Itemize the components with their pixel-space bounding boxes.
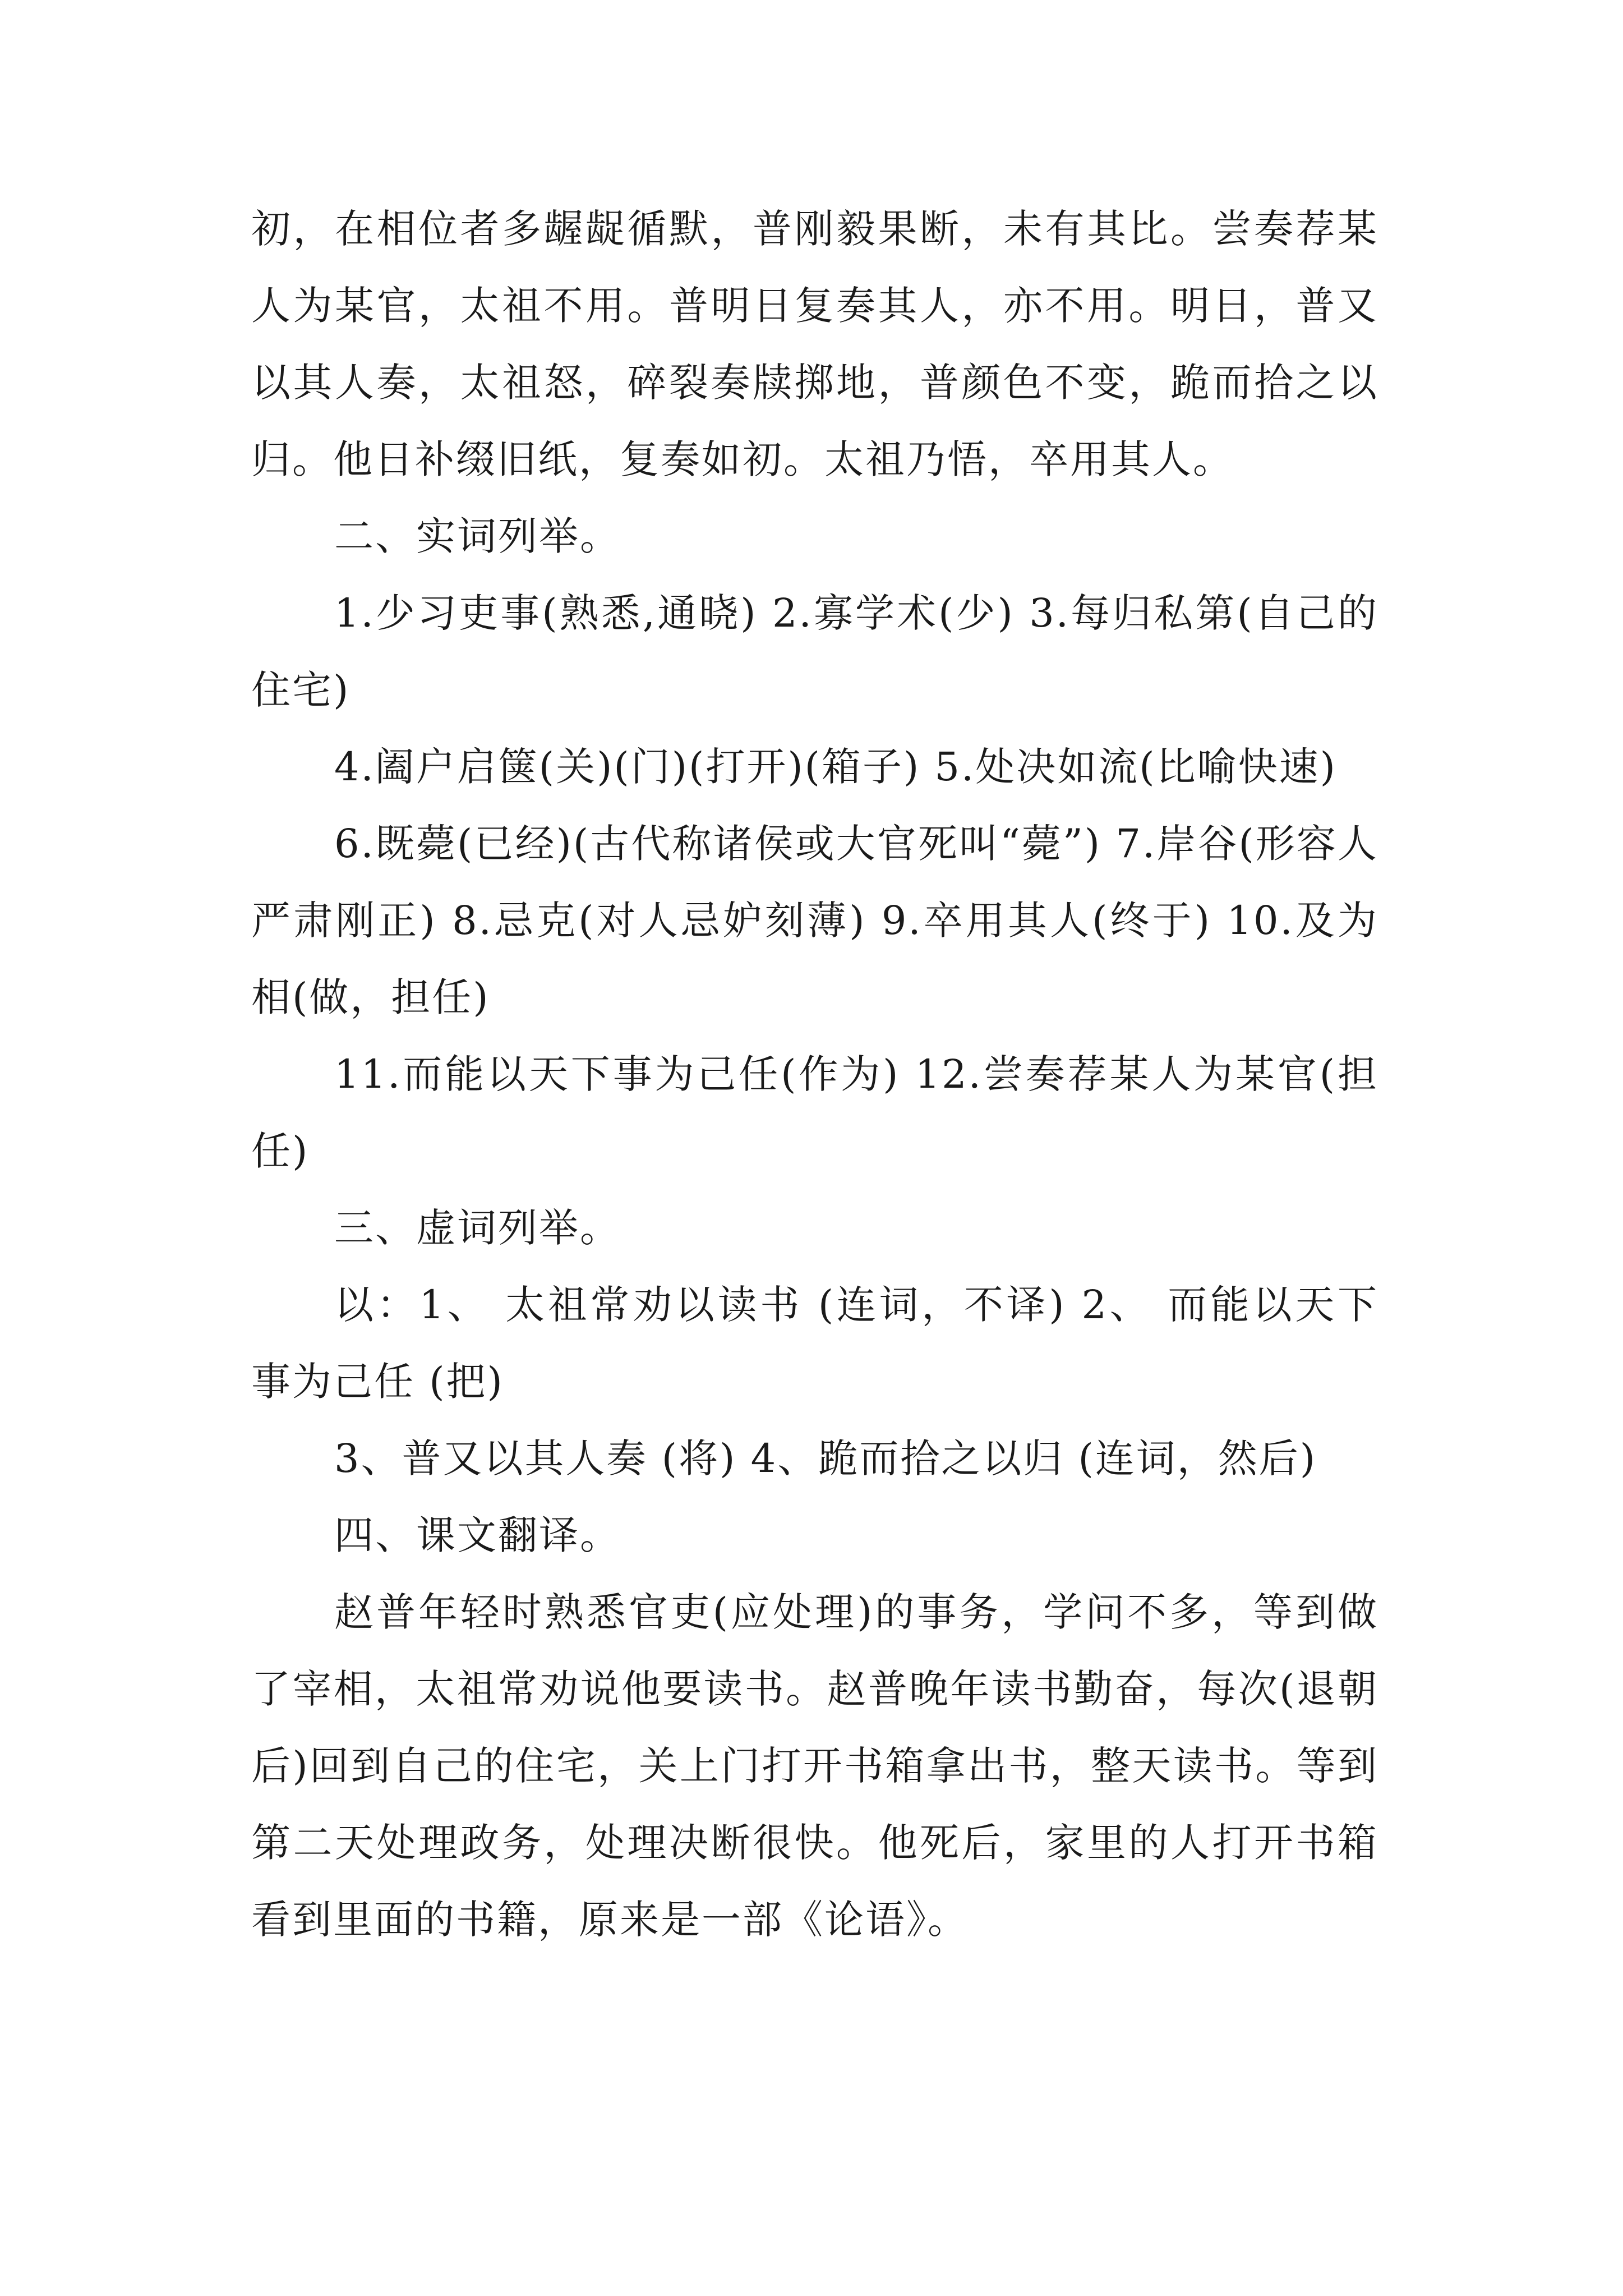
body-text bbox=[251, 191, 1378, 1958]
paragraph-translation: 赵普年轻时熟悉官吏(应处理)的事务，学问不多，等到做了宰相，太祖常劝说他要读书。赵普晚年读书勤奋，每次(退朝后)回到自己的住宅，关上门打开书箱拿出书，整天读书。等到第二天处理政务，处理决断很快。他死后，家里的人打开书箱看到里面的书籍，原来是一部《论语》。 bbox=[251, 1589, 1378, 1943]
heading-content-words: 二、实词列举。 bbox=[334, 513, 621, 559]
list-item-function-words-1: 以：1、 太祖常劝以读书 (连词，不译) 2、 而能以天下事为己任 (把) bbox=[251, 1282, 1378, 1405]
list-item-content-words-2: 4.阖户启箧(关)(门)(打开)(箱子) 5.处决如流(比喻快速) bbox=[334, 744, 1337, 790]
heading-function-words: 三、虚词列举。 bbox=[334, 1205, 621, 1251]
list-item-function-words-2: 3、普又以其人奏 (将) 4、跪而拾之以归 (连词，然后) bbox=[334, 1435, 1317, 1481]
paragraph-classical-text: 初，在相位者多龌龊循默，普刚毅果断，未有其比。尝奏荐某人为某官，太祖不用。普明日复奏其人，亦不用。明日，普又以其人奏，太祖怒，碎裂奏牍掷地，普颜色不变，跪而拾之以归。他日补缀旧纸，复奏如初。太祖乃悟，卒用其人。 bbox=[251, 206, 1378, 482]
list-item-content-words-1: 1.少习吏事(熟悉,通晓) 2.寡学术(少) 3.每归私第(自己的住宅) bbox=[251, 590, 1378, 713]
list-item-content-words-3: 6.既薨(已经)(古代称诸侯或大官死叫“薨”) 7.岸谷(形容人严肃刚正) 8.忌克(对人忌妒刻薄) 9.卒用其人(终于) 10.及为相(做，担任) bbox=[251, 821, 1378, 1020]
heading-translation: 四、课文翻译。 bbox=[334, 1512, 621, 1558]
list-item-content-words-4: 11.而能以天下事为己任(作为) 12.尝奏荐某人为某官(担任) bbox=[251, 1051, 1378, 1174]
